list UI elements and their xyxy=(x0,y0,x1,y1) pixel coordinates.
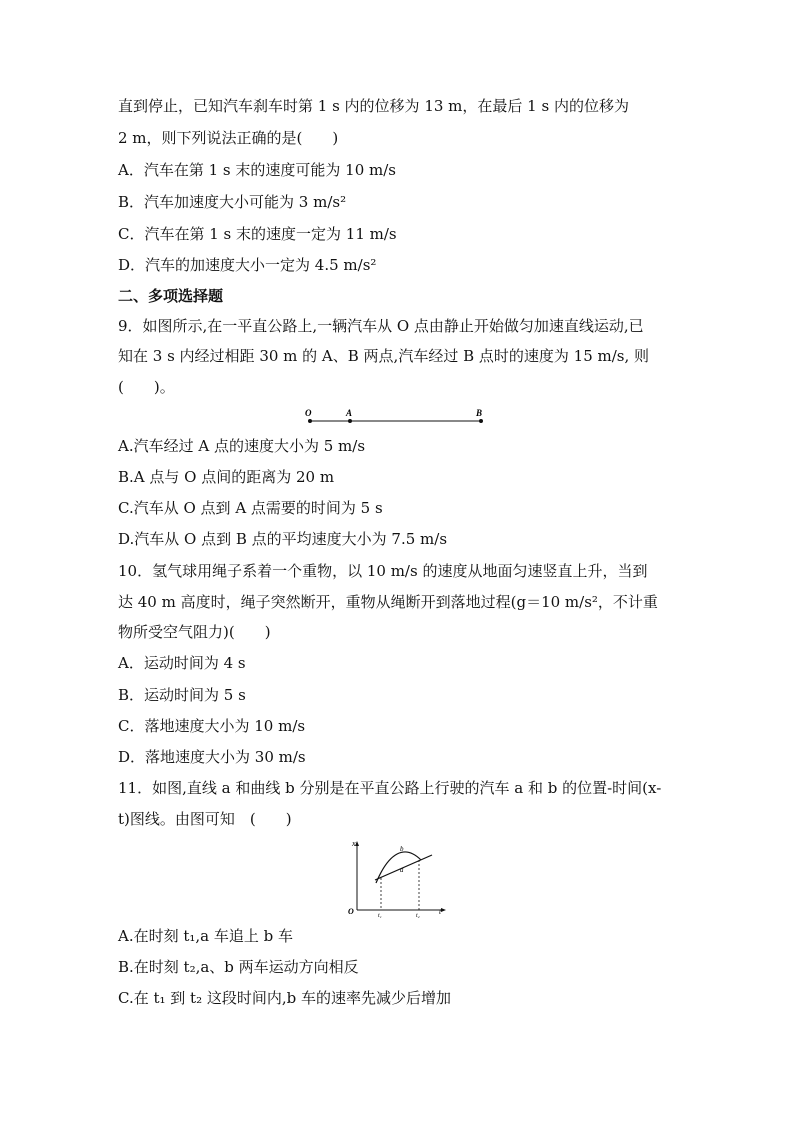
point-b xyxy=(479,419,483,423)
q9-option-b: B.A 点与 O 点间的距离为 20 m xyxy=(118,468,335,486)
q11-option-b: B.在时刻 t₂,a、b 两车运动方向相反 xyxy=(118,958,359,976)
q10-option-d: D．落地速度大小为 30 m/s xyxy=(118,748,306,766)
q10-stem-line1: 10．氢气球用绳子系着一个重物，以 10 m/s 的速度从地面匀速竖直上升，当到 xyxy=(118,562,648,580)
label-a: A xyxy=(346,408,353,418)
curve-b-label: b xyxy=(400,845,404,853)
q8-option-c: C．汽车在第 1 s 末的速度一定为 11 m/s xyxy=(118,225,397,243)
section-title: 二、多项选择题 xyxy=(118,287,224,305)
label-b: B xyxy=(476,408,483,418)
q10-option-a: A．运动时间为 4 s xyxy=(118,654,246,672)
q9-option-d: D.汽车从 O 点到 B 点的平均速度大小为 7.5 m/s xyxy=(118,530,448,548)
t1-label: t₁ xyxy=(378,913,382,918)
q11-option-c: C.在 t₁ 到 t₂ 这段时间内,b 车的速率先减少后增加 xyxy=(118,989,452,1007)
point-a xyxy=(348,419,352,423)
q9-option-c: C.汽车从 O 点到 A 点需要的时间为 5 s xyxy=(118,499,383,517)
q8-option-b: B．汽车加速度大小可能为 3 m/s² xyxy=(118,193,347,211)
q11-stem-line2: t)图线。由图可知 ( ) xyxy=(118,810,292,828)
line-a-label: a xyxy=(400,866,404,874)
q10-stem-line3: 物所受空气阻力)( ) xyxy=(118,623,271,641)
q9-stem-line3: ( )。 xyxy=(118,378,175,396)
q8-stem-line2: 2 m，则下列说法正确的是( ) xyxy=(118,129,339,147)
q8-stem-line1: 直到停止，已知汽车刹车时第 1 s 内的位移为 13 m，在最后 1 s 内的位移为 xyxy=(118,97,629,115)
q10-stem-line2: 达 40 m 高度时，绳子突然断开，重物从绳断开到落地过程(g＝10 m/s²，不计重 xyxy=(118,593,658,611)
t2-label: t₂ xyxy=(416,913,420,918)
q9-option-a: A.汽车经过 A 点的速度大小为 5 m/s xyxy=(118,437,366,455)
q9-stem-line1: 9．如图所示,在一平直公路上,一辆汽车从 O 点由静止开始做匀加速直线运动,已 xyxy=(118,317,644,335)
q11-stem-line1: 11．如图,直线 a 和曲线 b 分别是在平直公路上行驶的汽车 a 和 b 的位置-时间(x- xyxy=(118,779,662,797)
origin-label: O xyxy=(348,907,354,916)
q10-option-c: C．落地速度大小为 10 m/s xyxy=(118,717,306,735)
q9-stem-line2: 知在 3 s 内经过相距 30 m 的 A、B 两点,汽车经过 B 点时的速度为 15 m/s, 则 xyxy=(118,347,650,365)
q8-option-a: A．汽车在第 1 s 末的速度可能为 10 m/s xyxy=(118,161,396,179)
point-o xyxy=(308,419,312,423)
q11-xt-graph xyxy=(345,838,450,918)
curve-b xyxy=(376,852,421,883)
q10-option-b: B．运动时间为 5 s xyxy=(118,686,246,704)
q9-figure xyxy=(300,404,495,428)
q11-option-a: A.在时刻 t₁,a 车追上 b 车 xyxy=(118,927,294,945)
label-o: O xyxy=(305,408,312,418)
y-axis-label: x xyxy=(352,839,356,848)
q8-option-d: D．汽车的加速度大小一定为 4.5 m/s² xyxy=(118,256,377,274)
x-axis-label: t xyxy=(439,907,442,916)
